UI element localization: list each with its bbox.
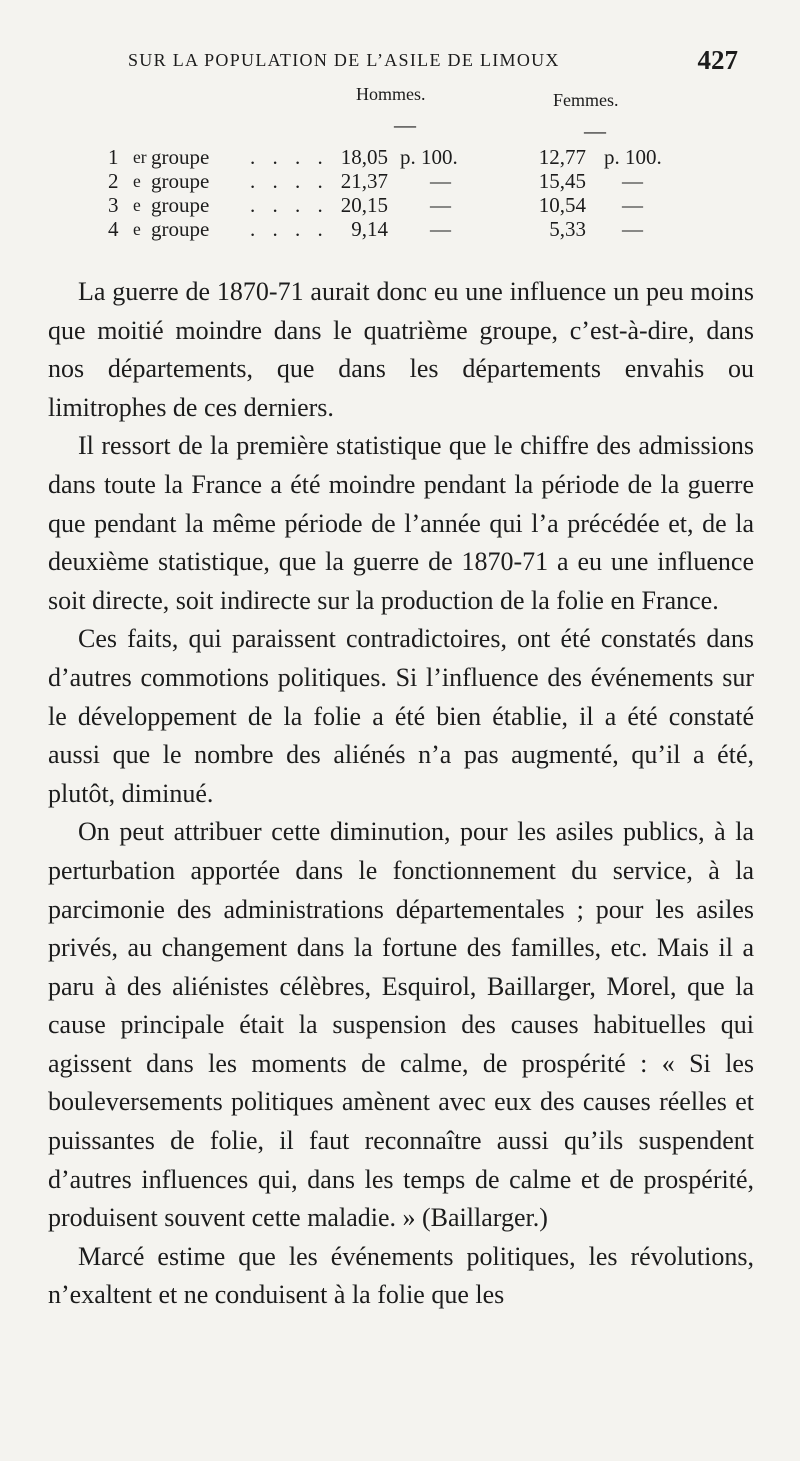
men-unit: —: [430, 169, 451, 193]
women-unit: p. 100.: [604, 145, 662, 169]
page-number: 427: [697, 45, 738, 75]
dot-leader: . . . .: [250, 145, 329, 169]
women-heading-dash: —: [584, 118, 606, 143]
men-column-heading: Hommes.: [356, 84, 426, 104]
paragraph: Marcé estime que les événements politiques, les révolutions, n’exaltent et ne conduisent à la folie que les: [48, 1241, 754, 1310]
women-percentage: 12,77: [538, 145, 586, 169]
statistics-row: [108, 193, 668, 217]
group-number: 1: [108, 145, 119, 169]
group-ordinal-suffix: e: [133, 195, 141, 215]
dot-leader: . . . .: [250, 193, 329, 217]
paragraph: Ces faits, qui paraissent contradictoires, ont été constatés dans d’autres commotions politiques. Si l’influence des événements sur le développement de la folie a été bien établie, il a été constaté aussi que le nombre des aliénés n’a pas augmenté, qu’il a été, plutôt, diminué.: [48, 624, 754, 808]
group-label: groupe: [151, 193, 210, 217]
statistics-row: [108, 145, 668, 169]
men-percentage: 9,14: [351, 217, 388, 241]
dot-leader: . . . .: [250, 217, 329, 241]
men-percentage: 20,15: [340, 193, 388, 217]
group-label: groupe: [151, 217, 210, 241]
group-number: 2: [108, 169, 119, 193]
men-unit: —: [430, 193, 451, 217]
women-unit: —: [622, 193, 643, 217]
women-column-heading: Femmes.: [553, 90, 619, 110]
women-percentage: 5,33: [549, 217, 586, 241]
running-header: [128, 40, 738, 80]
men-unit: p. 100.: [400, 145, 458, 169]
dot-leader: . . . .: [250, 169, 329, 193]
paragraph: On peut attribuer cette diminution, pour les asiles publics, à la perturbation apportée dans le fonctionnement du service, à la parcimonie des administrations départementales ; pour les asiles privés, au changement dans la fortune des familles, etc. Mais il a paru à des aliénistes célèbres, Esquirol, Baillarger, Morel, que la cause principale était la suspension des causes habituelles qui agissent dans les moments de calme, de prospérité : « Si les bouleversements politiques amènent avec eux des causes réelles et puissantes de folie, il faut reconnaître aussi qu’ils suspendent d’autres influences qui, dans les temps de calme et de prospérité, produisent souvent cette maladie. » (Baillarger.): [48, 817, 754, 1233]
women-unit: —: [622, 169, 643, 193]
men-heading-dash: —: [394, 112, 416, 137]
group-ordinal-suffix: e: [133, 219, 141, 239]
women-unit: —: [622, 217, 643, 241]
women-percentage: 10,54: [538, 193, 586, 217]
women-percentage: 15,45: [538, 169, 586, 193]
running-title: SUR LA POPULATION DE L’ASILE DE LIMOUX: [128, 50, 560, 70]
statistics-row: [108, 169, 668, 193]
group-number: 3: [108, 193, 119, 217]
paragraph: Il ressort de la première statistique que le chiffre des admissions dans toute la France a été moindre pendant la période de la guerre que pendant la même période de l’année qui l’a précédée et, de la deuxième statistique, que la guerre de 1870-71 a eu une influence soit directe, soit indirecte sur la production de la folie en France.: [48, 431, 754, 615]
group-ordinal-suffix: er: [133, 147, 147, 167]
group-label: groupe: [151, 169, 210, 193]
body-text: [48, 273, 754, 1315]
men-percentage: 18,05: [340, 145, 388, 169]
men-percentage: 21,37: [340, 169, 388, 193]
statistics-row: [108, 217, 668, 241]
paragraph: La guerre de 1870-71 aurait donc eu une influence un peu moins que moitié moindre dans le quatrième groupe, c’est-à-dire, dans nos départements, que dans les départements envahis ou limitrophes de ces derniers.: [48, 277, 754, 422]
men-unit: —: [430, 217, 451, 241]
group-ordinal-suffix: e: [133, 171, 141, 191]
group-number: 4: [108, 217, 119, 241]
group-label: groupe: [151, 145, 210, 169]
